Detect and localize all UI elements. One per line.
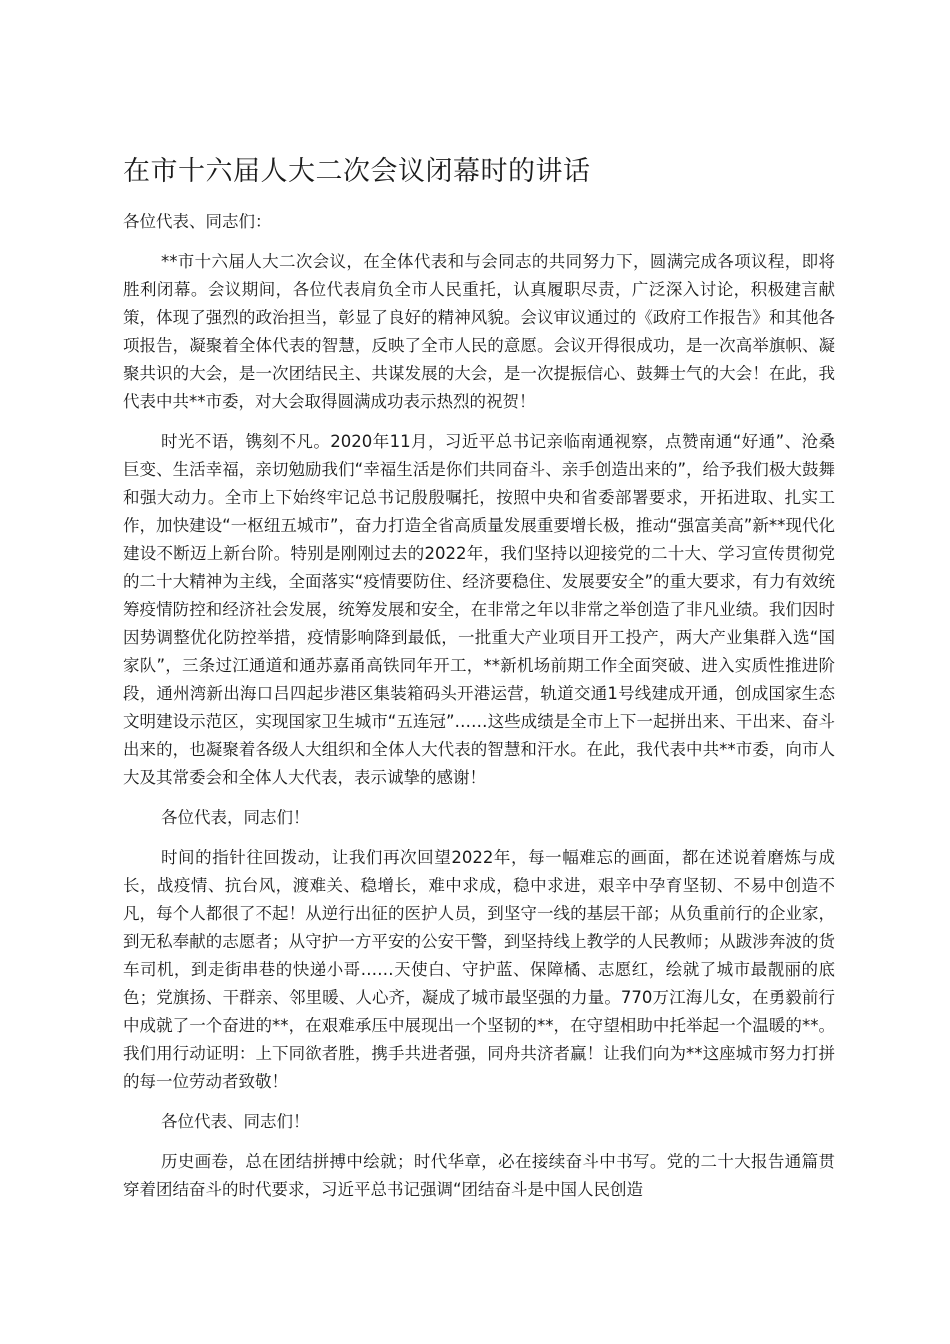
salutation: 各位代表、同志们：: [123, 212, 272, 231]
paragraph-opening: **市十六届人大二次会议，在全体代表和与会同志的共同努力下，圆满完成各项议程，即将胜利闭幕。会议期间，各位代表肩负全市人民重托，认真履职尽责，广泛深入讨论，积极建言献策，体现了强烈的政治担当，彰显了良好的精神风貌。会议审议通过的《政府工作报告》和其他各项报告，凝聚着全体代表的智慧，反映了全市人民的意愿。会议开得很成功，是一次高举旗帜、凝聚共识的大会，是一次团结民主、共谋发展的大会，是一次提振信心、鼓舞士气的大会！在此，我代表中共**市委，对大会取得圆满成功表示热烈的祝贺！: [123, 252, 835, 411]
paragraph-address-1: 各位代表，同志们！: [160, 808, 310, 827]
document-body: [123, 208, 835, 1216]
paragraph-achievements: 时光不语，镌刻不凡。2020年11月，习近平总书记亲临南通视察，点赞南通“好通”、沧桑巨变、生活幸福，亲切勉励我们“幸福生活是你们共同奋斗、亲手创造出来的”，给予我们极大鼓舞和强大动力。全市上下始终牢记总书记殷殷嘱托，按照中央和省委部署要求，开拓进取、扎实工作，加快建设“一枢纽五城市”，奋力打造全省高质量发展重要增长极，推动“强富美高”新**现代化建设不断迈上新台阶。特别是刚刚过去的2022年，我们坚持以迎接党的二十大、学习宣传贯彻党的二十大精神为主线，全面落实“疫情要防住、经济要稳住、发展要安全”的重大要求，有力有效统筹疫情防控和经济社会发展，统筹发展和安全，在非常之年以非常之举创造了非凡业绩。我们因时因势调整优化防控举措，疫情影响降到最低，一批重大产业项目开工投产，两大产业集群入选“国家队”，三条过江通道和通苏嘉甬高铁同年开工，**新机场前期工作全面突破、进入实质性推进阶段，通州湾新出海口吕四起步港区集装箱码头开港运营，轨道交通1号线建成开通，创成国家生态文明建设示范区，实现国家卫生城市“五连冠”……这些成绩是全市上下一起拼出来、干出来、奋斗出来的，也凝聚着各级人大组织和全体人大代表的智慧和汗水。在此，我代表中共**市委，向市人大及其常委会和全体人大代表，表示诚挚的感谢！: [123, 432, 835, 787]
paragraph-address-2: 各位代表、同志们！: [160, 1112, 310, 1131]
paragraph-review-2022: 时间的指针往回拨动，让我们再次回望2022年，每一幅难忘的画面，都在述说着磨炼与成长，战疫情、抗台风，渡难关、稳增长，难中求成，稳中求进，艰辛中孕育坚韧、不易中创造不凡，每个人都很了不起！从逆行出征的医护人员，到坚守一线的基层干部；从负重前行的企业家，到无私奉献的志愿者；从守护一方平安的公安干警，到坚持线上教学的人民教师；从跋涉奔波的货车司机，到走街串巷的快递小哥……天使白、守护蓝、保障橘、志愿红，绘就了城市最靓丽的底色；党旗扬、干群亲、邻里暖、人心齐，凝成了城市最坚强的力量。770万江海儿女，在勇毅前行中成就了一个奋进的**，在艰难承压中展现出一个坚韧的**，在守望相助中托举起一个温暖的**。我们用行动证明：上下同欲者胜，携手共进者强，同舟共济者赢！让我们向为**这座城市努力打拼的每一位劳动者致敬！: [123, 848, 835, 1091]
document-title: 在市十六届人大二次会议闭幕时的讲话: [123, 156, 591, 187]
paragraph-unity: 历史画卷，总在团结拼搏中绘就；时代华章，必在接续奋斗中书写。党的二十大报告通篇贯穿着团结奋斗的时代要求，习近平总书记强调“团结奋斗是中国人民创造: [123, 1152, 835, 1199]
